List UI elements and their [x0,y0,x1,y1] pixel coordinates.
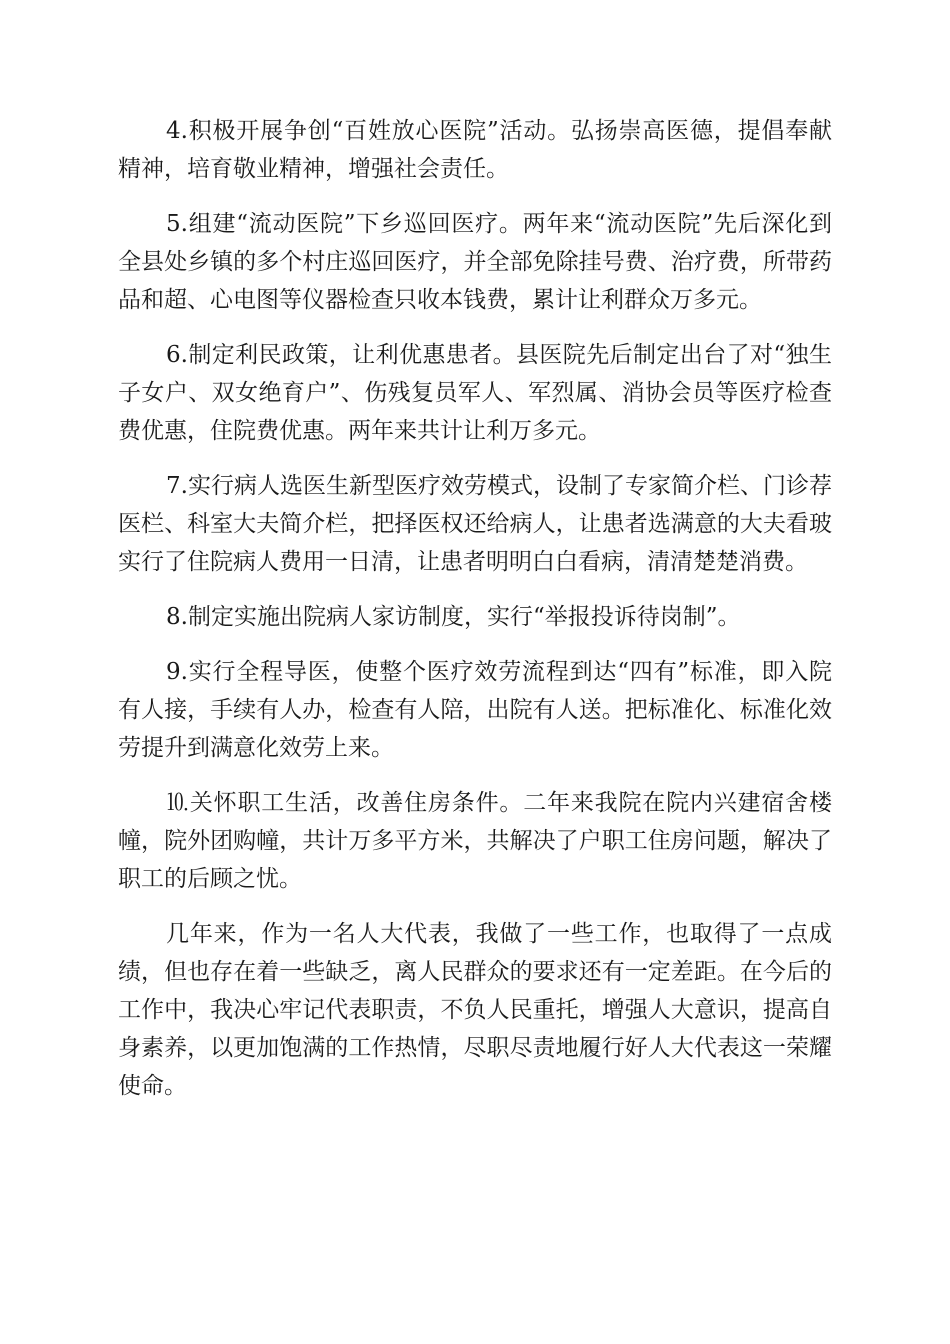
document-body [118,112,832,1122]
paragraph-item-8: 8.制定实施出院病人家访制度，实行“举报投诉待岗制”。 [166,604,741,630]
paragraph-item-9: 9.实行全程导医，使整个医疗效劳流程到达“四有”标准，即入院有人接，手续有人办，检查有人陪，出院有人送。把标准化、标准化效劳提升到满意化效劳上来。 [118,659,832,761]
paragraph-item-4: 4.积极开展争创“百姓放心医院”活动。弘扬崇高医德，提倡奉献精神，培育敬业精神，增强社会责任。 [118,118,832,182]
paragraph-item-5: 5.组建“流动医院”下乡巡回医疗。两年来“流动医院”先后深化到全县处乡镇的多个村庄巡回医疗，并全部免除挂号费、治疗费，所带药品和超、心电图等仪器检查只收本钱费，累计让利群众万多元。 [118,211,832,313]
paragraph-item-7: 7.实行病人选医生新型医疗效劳模式，设制了专家简介栏、门诊荐医栏、科室大夫简介栏，把择医权还给病人，让患者选满意的大夫看玻实行了住院病人费用一日清，让患者明明白白看病，清清楚楚消费。 [118,473,832,575]
paragraph-item-10: ⒑关怀职工生活，改善住房条件。二年来我院在院内兴建宿舍楼幢，院外团购幢，共计万多平方米，共解决了户职工住房问题，解决了职工的后顾之忧。 [118,790,832,892]
paragraph-conclusion: 几年来，作为一名人大代表，我做了一些工作，也取得了一点成绩，但也存在着一些缺乏，离人民群众的要求还有一定差距。在今后的工作中，我决心牢记代表职责，不负人民重托，增强人大意识，提高自身素养，以更加饱满的工作热情，尽职尽责地履行好人大代表这一荣耀使命。 [118,921,832,1099]
paragraph-item-6: 6.制定利民政策，让利优惠患者。县医院先后制定出台了对“独生子女户、双女绝育户”、伤残复员军人、军烈属、消协会员等医疗检查费优惠，住院费优惠。两年来共计让利万多元。 [118,342,832,444]
